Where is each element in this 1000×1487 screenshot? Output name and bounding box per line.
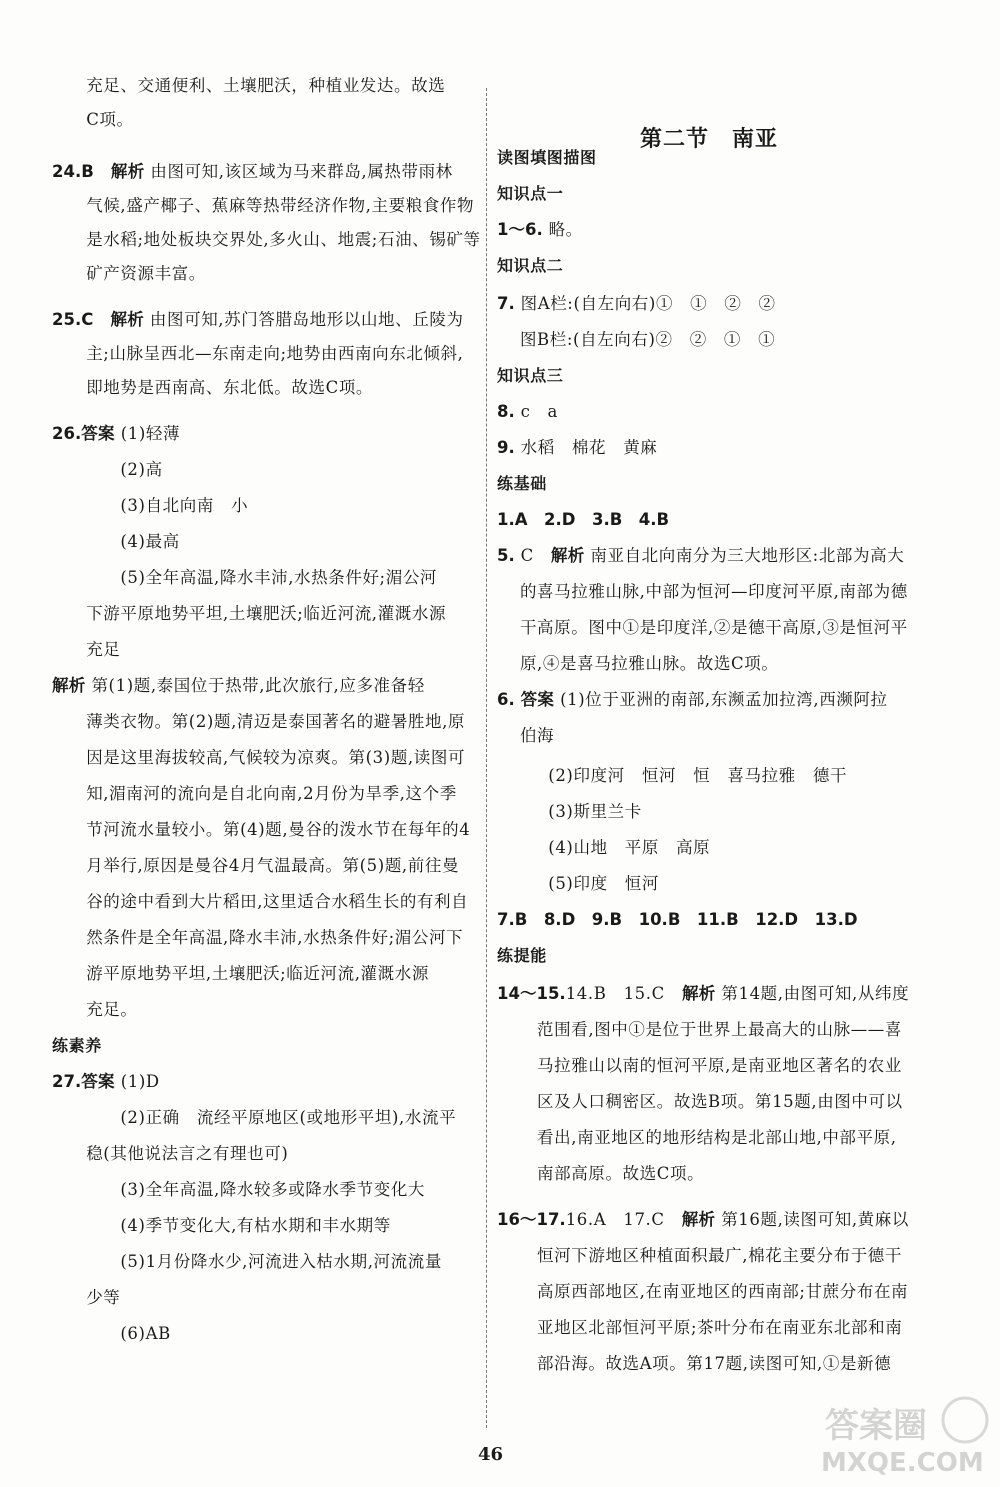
text-line: 8. c a [497, 402, 558, 421]
text-line: 9. 水稻 棉花 黄麻 [497, 438, 658, 457]
text-line: 24.B 解析 由图可知,该区域为马来群岛,属热带雨林 [52, 162, 453, 181]
text-line: 区及人口稠密区。故选B项。第15题,由图中可以 [497, 1092, 903, 1111]
section-heading: 知识点三 [497, 366, 564, 385]
text-line: 高原西部地区,在南亚地区的西南部;甘蔗分布在南 [497, 1282, 909, 1301]
text-line: 南部高原。故选C项。 [497, 1164, 705, 1183]
text-line: 5. C 解析 南亚自北向南分为三大地形区:北部为高大 [497, 546, 905, 565]
text-line: 27.答案 (1)D [52, 1072, 160, 1091]
text-line: (4)季节变化大,有枯水期和丰水期等 [52, 1216, 391, 1235]
text-line: 主;山脉呈西北—东南走向;地势由西南向东北倾斜, [52, 344, 464, 363]
text-line: 即地势是西南高、东北低。故选C项。 [52, 378, 374, 397]
text-line: 看出,南亚地区的地形结构是北部山地,中部平原, [497, 1128, 897, 1147]
text-line: 伯海 [497, 726, 555, 745]
section-heading: 练提能 [497, 946, 547, 965]
text-line: 6. 答案 (1)位于亚洲的南部,东濒孟加拉湾,西濒阿拉 [497, 690, 888, 709]
text-line: 解析 第(1)题,泰国位于热带,此次旅行,应多准备轻 [52, 676, 425, 695]
text-line: 游平原地势平坦,土壤肥沃;临近河流,灌溉水源 [52, 964, 429, 983]
text-line: (5)印度 恒河 [497, 874, 659, 893]
text-line: (2)正确 流经平原地区(或地形平坦),水流平 [52, 1108, 457, 1127]
text-line: 亚地区北部恒河平原;茶叶分布在南亚东北部和南 [497, 1318, 903, 1337]
text-line: 14～15.14.B 15.C 解析 第14题,由图可知,从纬度 [497, 984, 910, 1003]
column-divider [486, 88, 487, 1428]
text-line: 薄类衣物。第(2)题,清迈是泰国著名的避暑胜地,原 [52, 712, 466, 731]
text-line: 图B栏:(自左向右)② ② ① ① [497, 330, 776, 349]
text-line: (5)1月份降水少,河流进入枯水期,河流流量 [52, 1252, 442, 1271]
text-line: 月举行,原因是曼谷4月气温最高。第(5)题,前往曼 [52, 856, 460, 875]
watermark-logo [815, 1392, 990, 1482]
section-heading: 练素养 [52, 1036, 102, 1055]
text-line: 1～6. 略。 [497, 220, 583, 239]
text-line: (2)印度河 恒河 恒 喜马拉雅 德干 [497, 766, 848, 785]
text-line: (3)全年高温,降水较多或降水季节变化大 [52, 1180, 426, 1199]
text-line: 矿产资源丰富。 [52, 264, 206, 283]
text-line: 下游平原地势平坦,土壤肥沃;临近河流,灌溉水源 [52, 604, 447, 623]
section-heading: 知识点二 [497, 256, 564, 275]
text-line: 然条件是全年高温,降水丰沛,水热条件好;湄公河下 [52, 928, 464, 947]
text-line: 谷的途中看到大片稻田,这里适合水稻生长的有利自 [52, 892, 469, 911]
text-line: 16～17.16.A 17.C 解析 第16题,读图可知,黄麻以 [497, 1210, 909, 1229]
text-line: 知,湄南河的流向是自北向南,2月份为旱季,这个季 [52, 784, 457, 803]
text-line: 的喜马拉雅山脉,中部为恒河—印度河平原,南部为德 [497, 582, 908, 601]
text-line: 马拉雅山以南的恒河平原,是南亚地区著名的农业 [497, 1056, 902, 1075]
text-line: 1.A 2.D 3.B 4.B [497, 510, 670, 529]
text-line: 气候,盛产椰子、蕉麻等热带经济作物,主要粮食作物 [52, 196, 475, 215]
text-line: 25.C 解析 由图可知,苏门答腊岛地形以山地、丘陵为 [52, 310, 464, 329]
text-line: (5)全年高温,降水丰沛,水热条件好;湄公河 [52, 568, 438, 587]
section-title: 第二节 南亚 [640, 127, 779, 152]
text-line: 部沿海。故选A项。第17题,读图可知,①是新德 [497, 1354, 892, 1373]
text-line: 干高原。图中①是印度洋,②是德干高原,③是恒河平 [497, 618, 908, 637]
text-line: 范围看,图中①是位于世界上最高大的山脉——喜 [497, 1020, 902, 1039]
section-heading: 练基础 [497, 474, 547, 493]
text-line: 节河流水量较小。第(4)题,曼谷的泼水节在每年的4 [52, 820, 471, 839]
text-line: 是水稻;地处板块交界处,多火山、地震;石油、锡矿等 [52, 230, 481, 249]
text-line: 7.B 8.D 9.B 10.B 11.B 12.D 13.D [497, 910, 858, 929]
text-line: (3)斯里兰卡 [497, 802, 642, 821]
text-line: (4)最高 [52, 532, 180, 551]
section-heading: 读图填图描图 [497, 148, 597, 167]
text-line: (6)AB [52, 1324, 171, 1343]
section-heading: 知识点一 [497, 184, 564, 203]
text-line: (4)山地 平原 高原 [497, 838, 711, 857]
text-line: (3)自北向南 小 [52, 496, 249, 515]
text-line: 稳(其他说法言之有理也可) [52, 1144, 289, 1163]
text-line: 充足 [52, 640, 121, 659]
text-line: 少等 [52, 1288, 121, 1307]
text-line: 原,④是喜马拉雅山脉。故选C项。 [497, 654, 779, 673]
watermark-bottom-text: MXQE.COM [821, 1448, 984, 1478]
page-number: 46 [478, 1444, 504, 1465]
text-line: 因是这里海拔较高,气候较为凉爽。第(3)题,读图可 [52, 748, 466, 767]
text-line: C项。 [52, 110, 134, 129]
text-line: 恒河下游地区种植面积最广,棉花主要分布于德干 [497, 1246, 902, 1265]
text-line: 充足。 [52, 1000, 138, 1019]
text-line: 26.答案 (1)轻薄 [52, 424, 181, 443]
text-line: (2)高 [52, 460, 163, 479]
watermark-top-text: 答案圈 [825, 1406, 927, 1446]
text-line: 7. 图A栏:(自左向右)① ① ② ② [497, 294, 776, 313]
text-line: 充足、交通便利、土壤肥沃，种植业发达。故选 [52, 76, 446, 95]
